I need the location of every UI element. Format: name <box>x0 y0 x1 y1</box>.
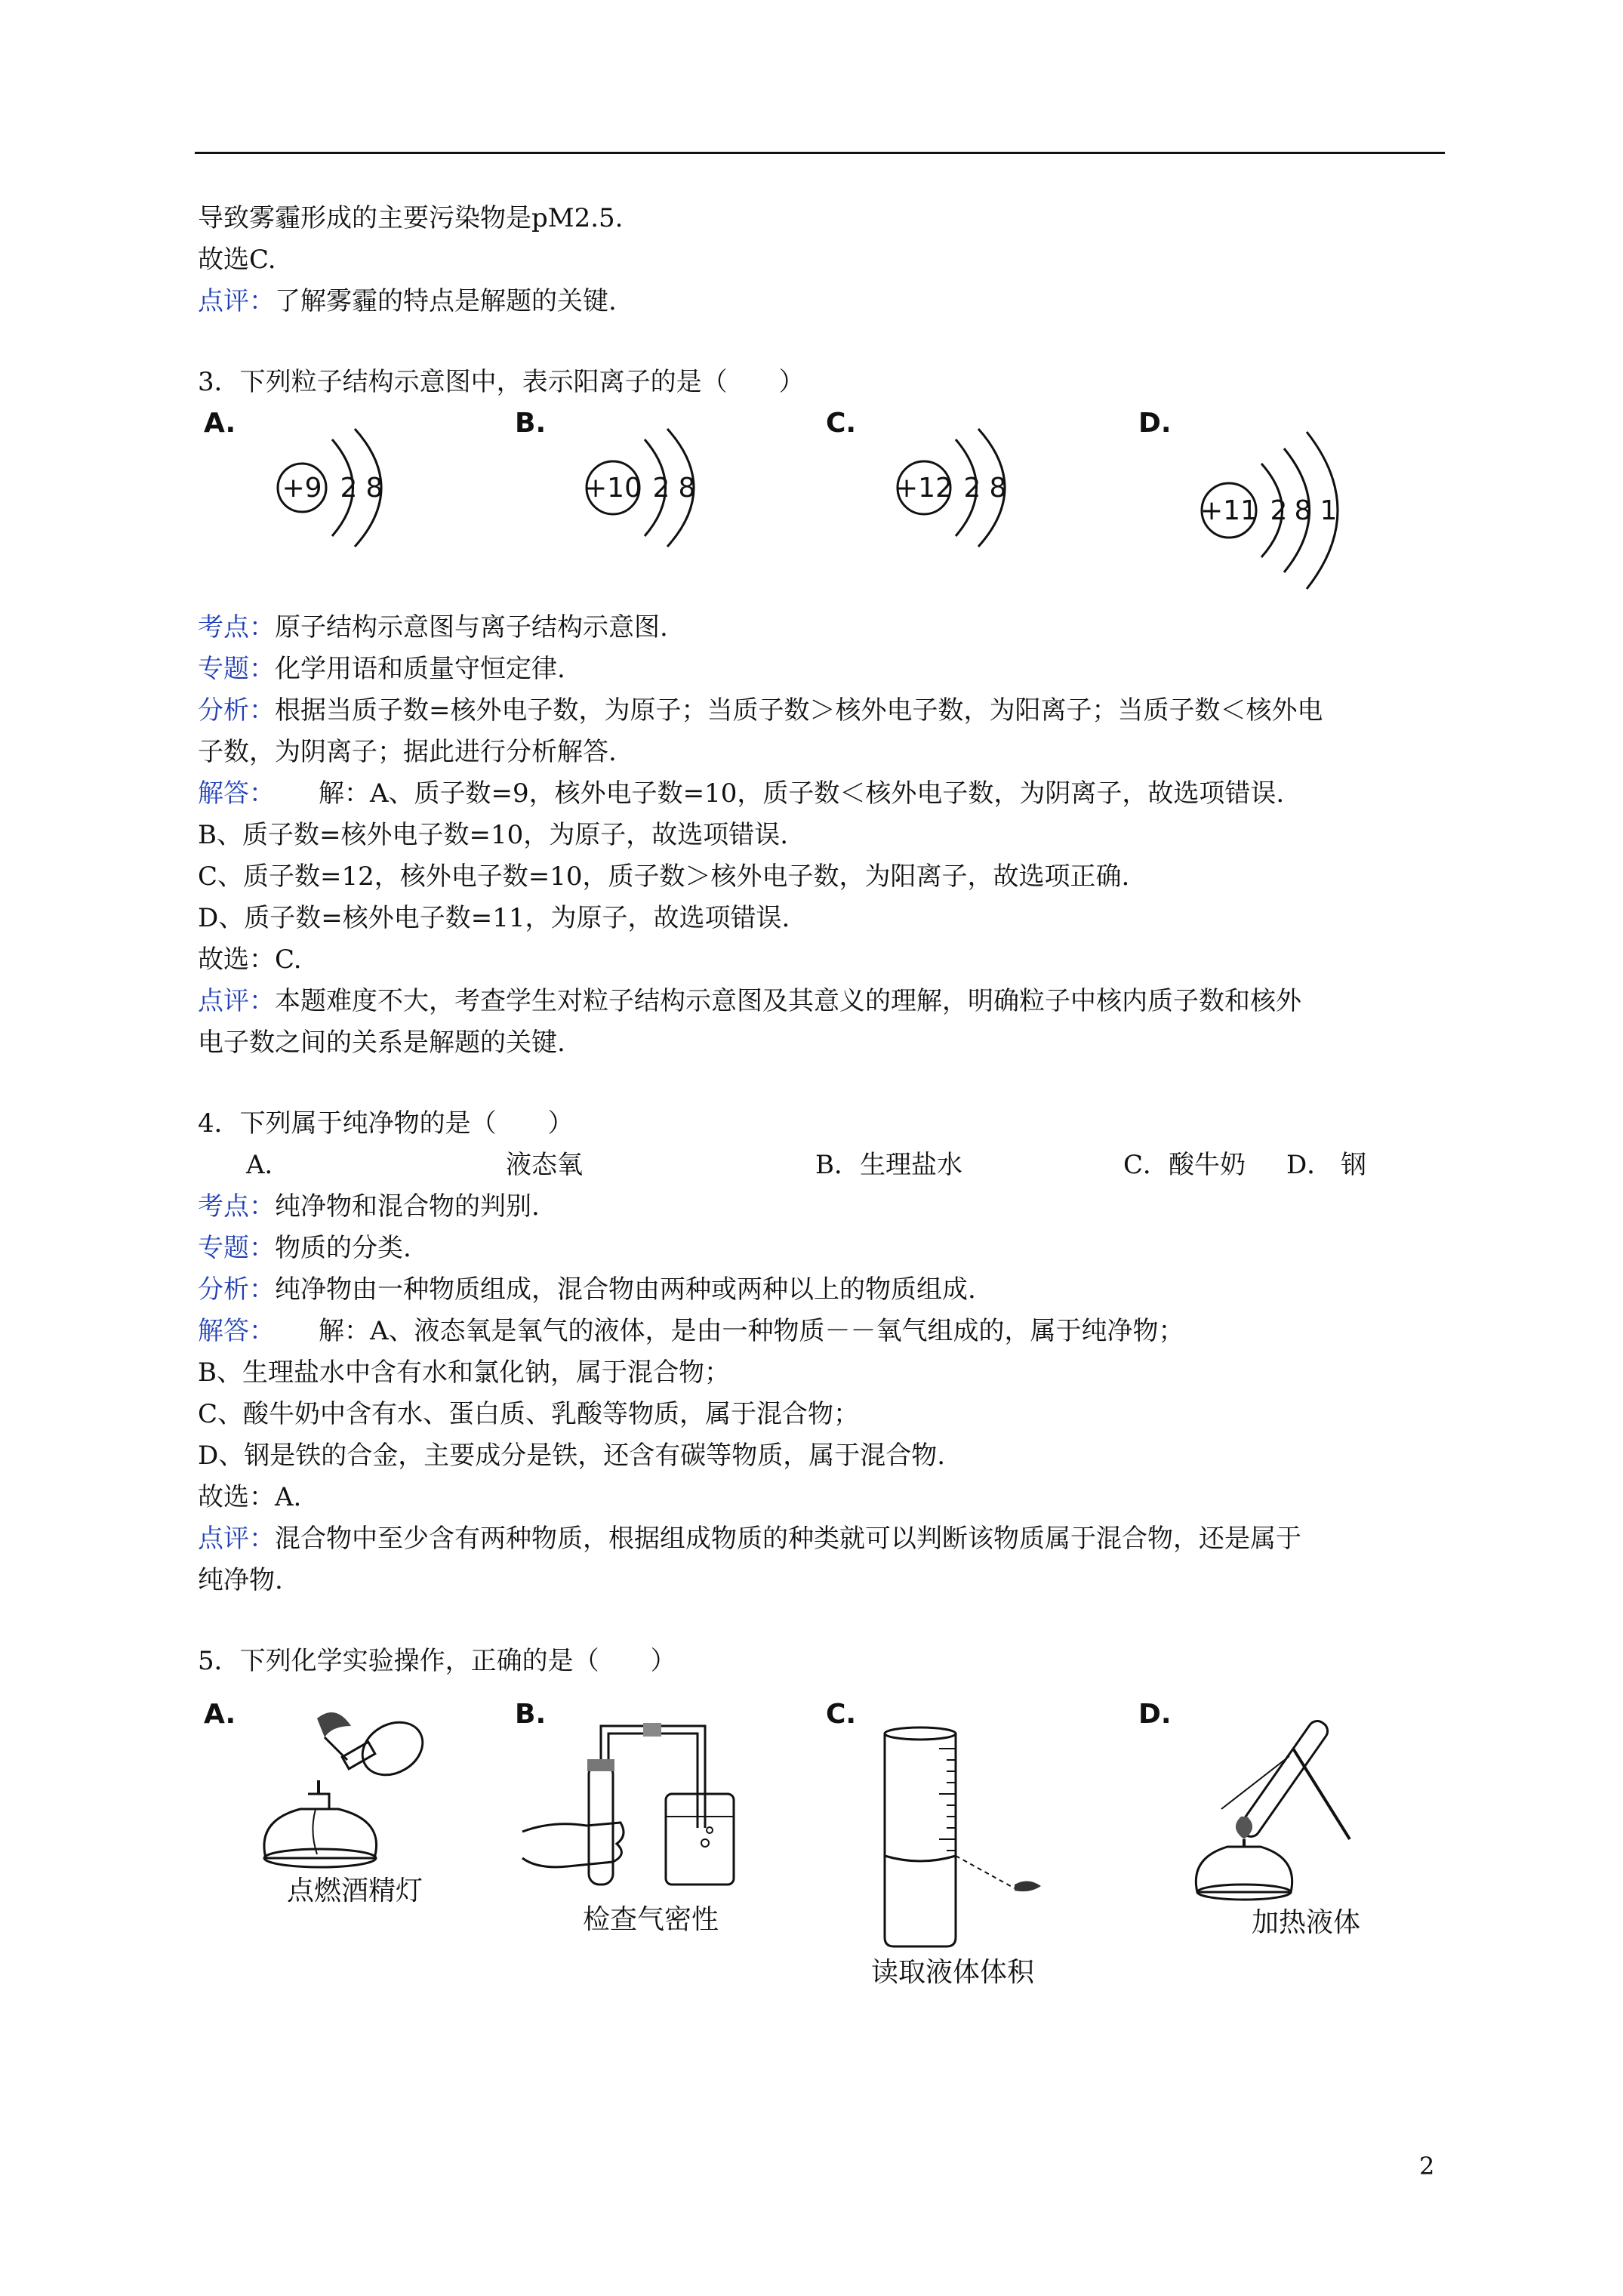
q4-option-a-text: 液态氧 <box>506 1150 583 1180</box>
q4-option-c: C．酸牛奶 <box>1123 1150 1246 1180</box>
shell-3-electrons: 1 <box>1320 495 1338 526</box>
q5-option-b <box>515 1696 771 1945</box>
shell-2-electrons: 8 <box>1294 495 1312 526</box>
prev-comment <box>198 281 1451 322</box>
document-body <box>198 198 1451 2013</box>
kaodian-label: 考点： <box>198 1191 275 1222</box>
nucleus-label: +11 <box>1200 495 1258 526</box>
header-rule <box>195 152 1445 154</box>
prev-choice: 故选C. <box>198 245 276 275</box>
dianping-label: 点评： <box>198 1524 275 1554</box>
q4-jieda-d: D、钢是铁的合金，主要成分是铁，还含有碳等物质，属于混合物. <box>198 1441 946 1471</box>
zhuanti-text: 物质的分类. <box>275 1233 411 1263</box>
q3-option-d <box>1138 403 1455 607</box>
nucleus-label: +12 <box>895 473 953 504</box>
q4-kaodian <box>198 1186 1451 1228</box>
dianping-text-1: 本题难度不大，考查学生对粒子结构示意图及其意义的理解，明确粒子中核内质子数和核外 <box>275 986 1301 1016</box>
option-letter: B. <box>515 1699 547 1730</box>
page-number: 2 <box>1419 2152 1435 2180</box>
shell-1-electrons: 2 <box>1270 495 1288 526</box>
zhuanti-label: 专题： <box>198 1233 275 1263</box>
q3-option-a <box>204 403 445 592</box>
q3-zhuanti <box>198 649 1451 690</box>
fenxi-text-1: 根据当质子数=核外电子数，为原子；当质子数＞核外电子数，为阳离子；当质子数＜核外电 <box>275 695 1323 726</box>
q4-jieda-c: C、酸牛奶中含有水、蛋白质、乳酸等物质，属于混合物； <box>198 1399 860 1429</box>
q5-option-c <box>826 1696 1098 1998</box>
fenxi-label: 分析： <box>198 695 275 726</box>
q3-choice: 故选：C. <box>198 945 302 975</box>
shell-2-electrons: 8 <box>989 473 1007 504</box>
jieda-label: 解答： <box>198 778 275 809</box>
kaodian-label: 考点： <box>198 612 275 643</box>
shell-2-electrons: 8 <box>678 473 696 504</box>
nucleus-label: +9 <box>282 473 322 504</box>
option-letter: A. <box>204 408 236 439</box>
q3-jieda <box>198 773 1451 815</box>
q3-fenxi-cont: 子数，为阴离子；据此进行分析解答. <box>198 737 617 767</box>
q3-jieda-b: B、质子数=核外电子数=10，为原子，故选项错误. <box>198 820 789 850</box>
q3-kaodian <box>198 607 1451 649</box>
q4-fenxi <box>198 1269 1451 1311</box>
kaodian-text: 原子结构示意图与离子结构示意图. <box>275 612 668 643</box>
option-letter: B. <box>515 408 547 439</box>
zhuanti-label: 专题： <box>198 654 275 684</box>
q3-jieda-d: D、质子数=核外电子数=11，为原子，故选项错误. <box>198 903 790 933</box>
prev-analysis-line: 导致雾霾形成的主要污染物是pM2.5. <box>198 203 624 233</box>
q4-zhuanti <box>198 1228 1451 1269</box>
option-caption: 检查气密性 <box>583 1904 719 1935</box>
q4-dianping <box>198 1518 1451 1560</box>
q4-stem: 4．下列属于纯净物的是（ ） <box>198 1108 574 1139</box>
jieda-label: 解答： <box>198 1316 275 1346</box>
option-caption: 加热液体 <box>1252 1907 1361 1938</box>
q4-option-a-letter: A． <box>246 1150 291 1180</box>
option-caption: 点燃酒精灯 <box>287 1875 423 1906</box>
q5-figures <box>198 1696 1451 2013</box>
fenxi-text: 纯净物由一种物质组成，混合物由两种或两种以上的物质组成. <box>275 1274 976 1305</box>
shell-2-electrons: 8 <box>365 473 383 504</box>
q3-option-c <box>826 403 1067 592</box>
q4-choice: 故选：A. <box>198 1482 302 1512</box>
jieda-a: 解：A、质子数=9，核外电子数=10，质子数＜核外电子数，为阴离子，故选项错误. <box>319 778 1285 809</box>
option-letter: D. <box>1138 1699 1172 1730</box>
q3-figures <box>198 403 1451 607</box>
comment-label: 点评： <box>198 286 275 316</box>
option-letter: C. <box>826 1699 857 1730</box>
q3-stem: 3．下列粒子结构示意图中，表示阳离子的是（ ） <box>198 367 805 397</box>
kaodian-text: 纯净物和混合物的判别. <box>275 1191 540 1222</box>
dianping-label: 点评： <box>198 986 275 1016</box>
shell-1-electrons: 2 <box>963 473 981 504</box>
q4-jieda <box>198 1311 1451 1352</box>
shell-1-electrons: 2 <box>340 473 358 504</box>
q4-jieda-b: B、生理盐水中含有水和氯化钠，属于混合物； <box>198 1358 730 1388</box>
option-letter: C. <box>826 408 857 439</box>
q3-jieda-c: C、质子数=12，核外电子数=10，质子数＞核外电子数，为阳离子，故选项正确. <box>198 861 1130 892</box>
q5-option-a <box>204 1696 476 1922</box>
shell-1-electrons: 2 <box>652 473 670 504</box>
q3-fenxi <box>198 690 1451 732</box>
option-letter: A. <box>204 1699 236 1730</box>
q5-stem: 5．下列化学实验操作，正确的是（ ） <box>198 1646 676 1676</box>
q5-option-d <box>1138 1696 1410 1937</box>
q3-dianping-cont: 电子数之间的关系是解题的关键. <box>198 1028 565 1058</box>
q4-dianping-cont: 纯净物. <box>198 1565 283 1595</box>
q4-option-b: B．生理盐水 <box>815 1150 962 1180</box>
q3-option-b <box>515 403 756 592</box>
jieda-a: 解：A、液态氧是氧气的液体，是由一种物质－－氧气组成的，属于纯净物； <box>319 1316 1184 1346</box>
fenxi-label: 分析： <box>198 1274 275 1305</box>
q3-dianping <box>198 981 1451 1022</box>
option-caption: 读取液体体积 <box>871 1957 1035 1988</box>
q4-option-d: D． 钢 <box>1286 1150 1367 1180</box>
zhuanti-text: 化学用语和质量守恒定律. <box>275 654 565 684</box>
q4-options <box>198 1145 1451 1186</box>
option-letter: D. <box>1138 408 1172 439</box>
nucleus-label: +10 <box>584 473 642 504</box>
comment-text: 了解雾霾的特点是解题的关键. <box>275 286 617 316</box>
dianping-text-1: 混合物中至少含有两种物质，根据组成物质的种类就可以判断该物质属于混合物，还是属于 <box>275 1524 1301 1554</box>
